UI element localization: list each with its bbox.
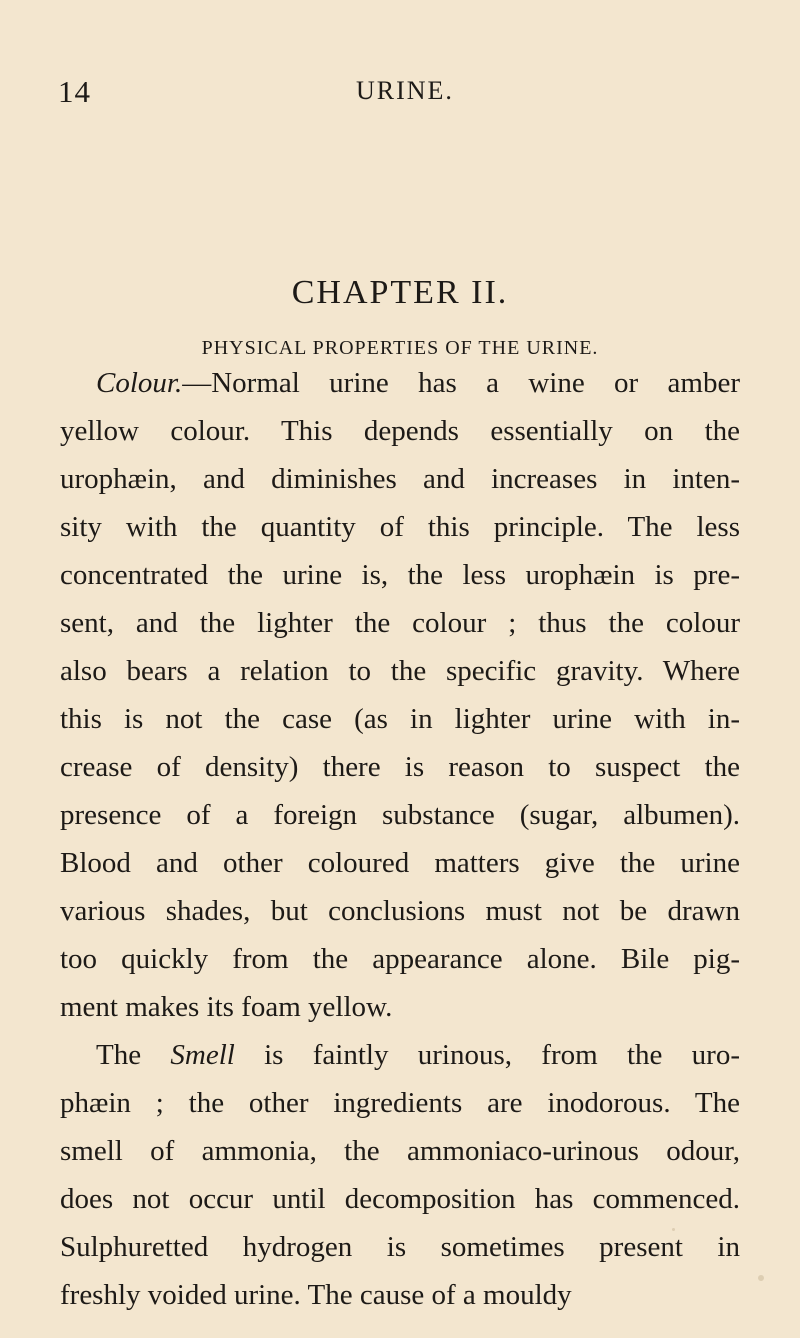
chapter-title: CHAPTER II. <box>291 274 509 311</box>
paragraph-line: freshly voided urine. The cause of a mouldy <box>60 1279 572 1311</box>
paragraph-line: concentrated the urine is, the less urophæin is pre- <box>60 559 740 591</box>
paragraph-line: Blood and other coloured matters give the urine <box>60 847 740 879</box>
paragraph-line: ment makes its foam yellow. <box>60 991 393 1023</box>
paragraph-line: does not occur until decomposition has commenced. <box>60 1183 740 1215</box>
paragraph-line: crease of density) there is reason to suspect the <box>60 751 740 783</box>
paragraph-line: sent, and the lighter the colour ; thus the colour <box>60 607 740 639</box>
paper-speck <box>672 1228 675 1231</box>
paragraph-line: urophæin, and diminishes and increases in inten- <box>60 463 740 495</box>
section-title: PHYSICAL PROPERTIES OF THE URINE. <box>201 337 599 359</box>
line-text: is faintly urinous, from the uro- <box>234 1039 740 1071</box>
page-number: 14 <box>58 74 91 109</box>
paragraph-line: various shades, but conclusions must not be drawn <box>60 895 740 927</box>
line-text: —Normal urine has a wine or amber <box>182 367 740 399</box>
paragraph-line: phæin ; the other ingredients are inodorous. The <box>60 1087 740 1119</box>
paragraph-line: yellow colour. This depends essentially on the <box>60 415 740 447</box>
line-text: The <box>96 1039 171 1071</box>
paragraph-line: too quickly from the appearance alone. Bile pig- <box>60 943 740 975</box>
running-head: URINE. <box>356 76 454 105</box>
colour-term: Colour. <box>96 367 183 399</box>
paragraph-line: Sulphuretted hydrogen is sometimes present in <box>60 1231 740 1263</box>
paragraph-line <box>60 1031 740 1079</box>
paragraph-line <box>60 359 740 407</box>
body-text <box>60 359 740 1319</box>
paragraph-line: smell of ammonia, the ammoniaco-urinous odour, <box>60 1135 740 1167</box>
paper-speck <box>758 1275 764 1281</box>
paragraph-line: also bears a relation to the specific gravity. Where <box>60 655 740 687</box>
paragraph-line: sity with the quantity of this principle. The less <box>60 511 740 543</box>
paragraph-line: presence of a foreign substance (sugar, albumen). <box>60 799 740 831</box>
smell-term: Smell <box>170 1039 235 1071</box>
page-header <box>0 74 800 114</box>
paragraph-line: this is not the case (as in lighter urine with in- <box>60 703 740 735</box>
